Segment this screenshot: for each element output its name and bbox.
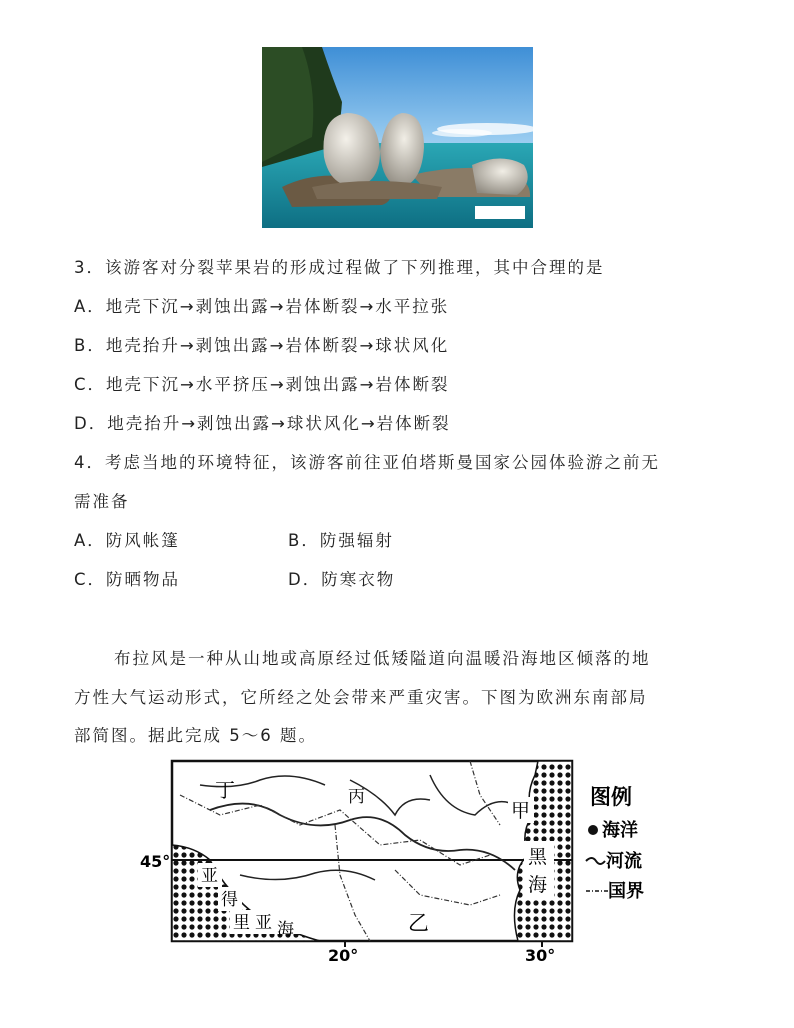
lat-45-label: 45°: [140, 852, 171, 871]
q4-stem-line2: 需准备: [74, 492, 130, 511]
q3-option-a: A．地壳下沉→剥蚀出露→岩体断裂→水平拉张: [74, 297, 450, 316]
label-sea-black: 海: [528, 874, 548, 896]
q4-option-a: A．防风帐篷: [74, 531, 180, 550]
q3-option-c: C．地壳下沉→水平挤压→剥蚀出露→岩体断裂: [74, 375, 450, 394]
q4-option-d: D．防寒衣物: [288, 570, 396, 589]
lon-30-label: 30°: [525, 946, 556, 965]
q4-stem-line1: 4．考虑当地的环境特征，该游客前往亚伯塔斯曼国家公园体验游之前无: [74, 453, 660, 472]
intro-line1: 布拉风是一种从山地或高原经过低矮隘道向温暖沿海地区倾落的地: [114, 649, 651, 668]
label-yi: 乙: [408, 911, 429, 935]
q3-option-d: D．地壳抬升→剥蚀出露→球状风化→岩体断裂: [74, 414, 451, 433]
label-ya2: 亚: [255, 913, 272, 933]
label-black: 黑: [528, 846, 548, 868]
split-apple-rock-photo: [262, 47, 533, 228]
q3-option-b: B．地壳抬升→剥蚀出露→岩体断裂→球状风化: [74, 336, 450, 355]
legend-river: 河流: [606, 851, 642, 872]
intro-line3: 部简图。据此完成 5～6 题。: [74, 726, 317, 745]
label-ding: 丁: [215, 778, 235, 802]
lon-20-label: 20°: [328, 946, 359, 965]
label-jia: 甲: [511, 800, 531, 822]
label-sea-adriatic: 海: [277, 920, 294, 940]
q3-stem: 3．该游客对分裂苹果岩的形成过程做了下列推理，其中合理的是: [74, 258, 605, 277]
label-li: 里: [233, 913, 250, 933]
intro-line2: 方性大气运动形式，它所经之处会带来严重灾害。下图为欧洲东南部局: [74, 688, 648, 707]
q4-option-c: C．防晒物品: [74, 570, 181, 589]
label-bing: 丙: [348, 787, 365, 807]
photo-illustration: [262, 47, 533, 228]
river-legend-icon: [586, 858, 605, 864]
label-de: 得: [221, 890, 238, 910]
legend-title: 图例: [590, 785, 632, 809]
q4-option-b: B．防强辐射: [288, 531, 394, 550]
map-figure: [140, 755, 660, 970]
label-ya: 亚: [201, 866, 218, 886]
ocean-legend-icon: [588, 825, 598, 835]
legend-ocean: 海洋: [602, 820, 638, 841]
southeast-europe-map: [140, 755, 660, 970]
legend-border: 国界: [608, 881, 644, 902]
